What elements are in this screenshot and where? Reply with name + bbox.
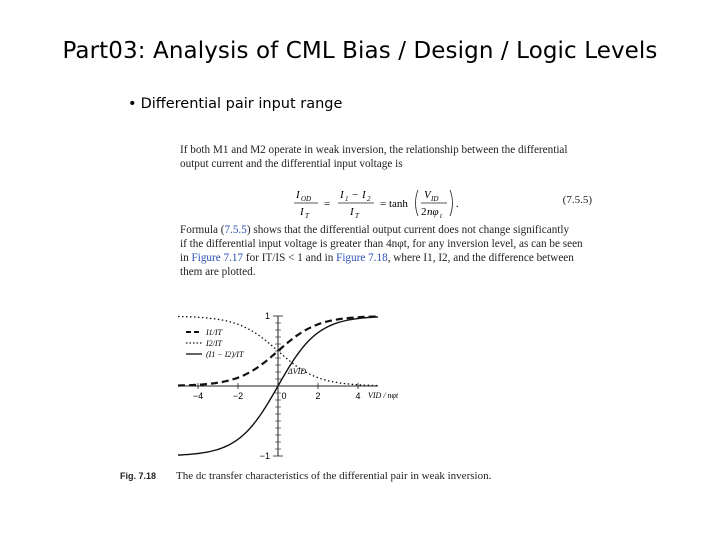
para2-text-d: for IT/IS < 1 and in — [243, 252, 337, 264]
svg-text:OD: OD — [301, 195, 312, 203]
para2-line3 — [180, 252, 574, 266]
legend-label: (I1 − I2)/IT — [206, 350, 244, 359]
para2-text-c: in — [180, 252, 192, 264]
para1-line2: output current and the differential input voltage is — [180, 158, 403, 170]
para2-text-e: , where I1, I2, and the difference between — [387, 252, 574, 264]
svg-text:I: I — [362, 189, 366, 201]
caption-label: Fig. 7.18 — [120, 471, 157, 481]
book-excerpt — [120, 144, 598, 489]
y-tick-label: 1 — [264, 311, 270, 321]
figure-caption — [120, 470, 491, 482]
svg-text:I: I — [300, 206, 304, 218]
bullet-text: Differential pair input range — [140, 96, 343, 112]
figure-7-18-link[interactable]: Figure 7.18 — [336, 252, 388, 264]
para2-line2: if the differential input voltage is greater than 4nφt, for any inversion level, as can be seen — [180, 238, 583, 250]
legend-label: I1/IT — [206, 328, 222, 337]
annotation-delta-vid: ΔVID — [288, 367, 307, 376]
svg-text:T: T — [355, 212, 359, 220]
bullet-dot-icon: • — [128, 96, 137, 112]
svg-text:T: T — [305, 212, 309, 220]
para2-line4: them are plotted. — [180, 266, 256, 278]
svg-text:ID: ID — [431, 195, 439, 203]
x-tick-label: 2 — [315, 391, 321, 401]
svg-text:I: I — [350, 206, 354, 218]
para2-line1 — [180, 224, 569, 238]
svg-text:−: − — [352, 189, 359, 201]
svg-text:I: I — [296, 189, 300, 201]
para1-line1: If both M1 and M2 operate in weak inversion, the relationship between the differential — [180, 144, 568, 156]
svg-text:nφ: nφ — [427, 206, 439, 218]
para2-text-a: Formula ( — [180, 224, 225, 236]
x-axis-label: VID / nφt — [368, 391, 398, 400]
transfer-characteristic-plot — [178, 304, 398, 464]
x-tick-label: 0 — [281, 391, 287, 401]
svg-text:I: I — [340, 189, 344, 201]
svg-text:=: = — [324, 198, 331, 210]
y-tick-label: −1 — [259, 451, 270, 461]
x-tick-label: 4 — [355, 391, 361, 401]
equation-link[interactable]: 7.5.5 — [224, 224, 247, 236]
legend-label: I2/IT — [206, 339, 222, 348]
svg-text:2: 2 — [367, 195, 371, 203]
x-tick-label: −4 — [192, 391, 204, 401]
caption-text: The dc transfer characteristics of the differential pair in weak inversion. — [176, 470, 492, 482]
bullet-item — [128, 96, 342, 112]
svg-text:2: 2 — [421, 206, 427, 218]
svg-text:t: t — [440, 212, 442, 220]
figure-7-17-link[interactable]: Figure 7.17 — [191, 252, 244, 264]
svg-text:= tanh: = tanh — [380, 198, 408, 210]
tanh-equation — [290, 184, 590, 220]
svg-text:.: . — [456, 198, 459, 210]
equation-number: (7.5.5) — [562, 194, 592, 206]
svg-text:1: 1 — [345, 195, 349, 203]
x-tick-label: −2 — [232, 391, 244, 401]
slide-title: Part03: Analysis of CML Bias / Design / Logic Levels — [62, 38, 658, 64]
svg-text:V: V — [424, 189, 431, 201]
para2-text-b: ) shows that the differential output current does not change significantly — [246, 224, 570, 236]
